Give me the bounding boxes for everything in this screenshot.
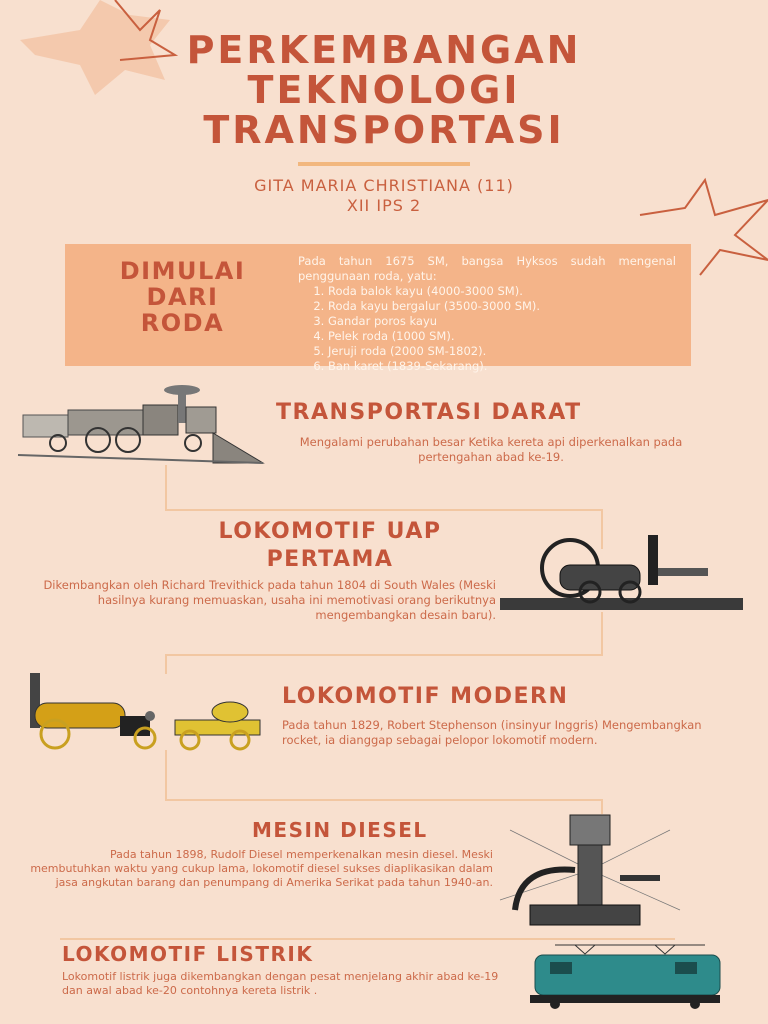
timeline-line bbox=[165, 509, 603, 511]
timeline-line bbox=[165, 750, 167, 800]
roda-heading-line2: DARI bbox=[146, 283, 219, 311]
timeline-line bbox=[165, 465, 167, 510]
steam-train-icon bbox=[18, 385, 268, 470]
roda-item: 5. Jeruji roda (2000 SM-1802). bbox=[328, 344, 676, 359]
uap-heading-line2: PERTAMA bbox=[266, 547, 394, 572]
uap-heading-line1: LOKOMOTIF UAP bbox=[218, 519, 442, 544]
modern-text: Pada tahun 1829, Robert Stephenson (insinyur Inggris) Mengembangkan rocket, ia dianggap sebagai pelopor lokomotif modern. bbox=[282, 718, 702, 747]
roda-heading-line1: DIMULAI bbox=[119, 257, 246, 285]
uap-text: Dikembangkan oleh Richard Trevithick pada tahun 1804 di South Wales (Meski hasilnya kurang memuaskan, usaha ini memotivasi orang berikutnya mengembangkan desain baru). bbox=[43, 578, 496, 622]
page-title-line1: PERKEMBANGAN bbox=[186, 28, 582, 72]
diesel-text: Pada tahun 1898, Rudolf Diesel memperkenalkan mesin diesel. Meski membutuhkan waktu yang cukup lama, lokomotif diesel sukses diaplikasikan dalam jasa angkutan barang dan penumpang di Amerika Serikat pada tahun 1940-an. bbox=[30, 848, 493, 889]
trevithick-locomotive-icon bbox=[500, 530, 745, 615]
diesel-heading: MESIN DIESEL bbox=[252, 818, 428, 842]
darat-text: Mengalami perubahan besar Ketika kereta api diperkenalkan pada pertengahan abad ke-19. bbox=[299, 435, 683, 464]
author-class: XII IPS 2 bbox=[346, 196, 422, 215]
timeline-line bbox=[165, 654, 603, 656]
author-name: GITA MARIA CHRISTIANA (11) bbox=[254, 176, 514, 195]
roda-item: 6. Ban karet (1839-Sekarang). bbox=[328, 359, 676, 374]
rocket-locomotive-icon bbox=[25, 668, 270, 753]
title-divider bbox=[298, 162, 470, 166]
modern-heading: LOKOMOTIF MODERN bbox=[282, 684, 569, 709]
timeline-line bbox=[601, 612, 603, 655]
timeline-line bbox=[165, 799, 603, 801]
roda-text bbox=[298, 254, 676, 374]
page-title-line2: TEKNOLOGI bbox=[247, 68, 521, 112]
darat-heading: TRANSPORTASI DARAT bbox=[276, 400, 582, 425]
roda-item: 3. Gandar poros kayu bbox=[328, 314, 676, 329]
electric-locomotive-icon bbox=[525, 940, 725, 1010]
diesel-engine-icon bbox=[500, 810, 680, 935]
roda-intro: Pada tahun 1675 SM, bangsa Hyksos sudah mengenal penggunaan roda, yatu: bbox=[298, 254, 676, 283]
roda-item: 4. Pelek roda (1000 SM). bbox=[328, 329, 676, 344]
page-title-line3: TRANSPORTASI bbox=[203, 108, 565, 152]
listrik-text: Lokomotif listrik juga dikembangkan dengan pesat menjelang akhir abad ke-19 dan awal abad ke-20 contohnya kereta listrik . bbox=[62, 970, 499, 997]
roda-list bbox=[298, 284, 676, 374]
roda-item: 1. Roda balok kayu (4000-3000 SM). bbox=[328, 284, 676, 299]
roda-heading bbox=[90, 258, 275, 336]
uap-heading bbox=[150, 518, 510, 574]
roda-heading-line3: RODA bbox=[140, 309, 225, 337]
listrik-heading: LOKOMOTIF LISTRIK bbox=[62, 942, 314, 966]
roda-item: 2. Roda kayu bergalur (3500-3000 SM). bbox=[328, 299, 676, 314]
